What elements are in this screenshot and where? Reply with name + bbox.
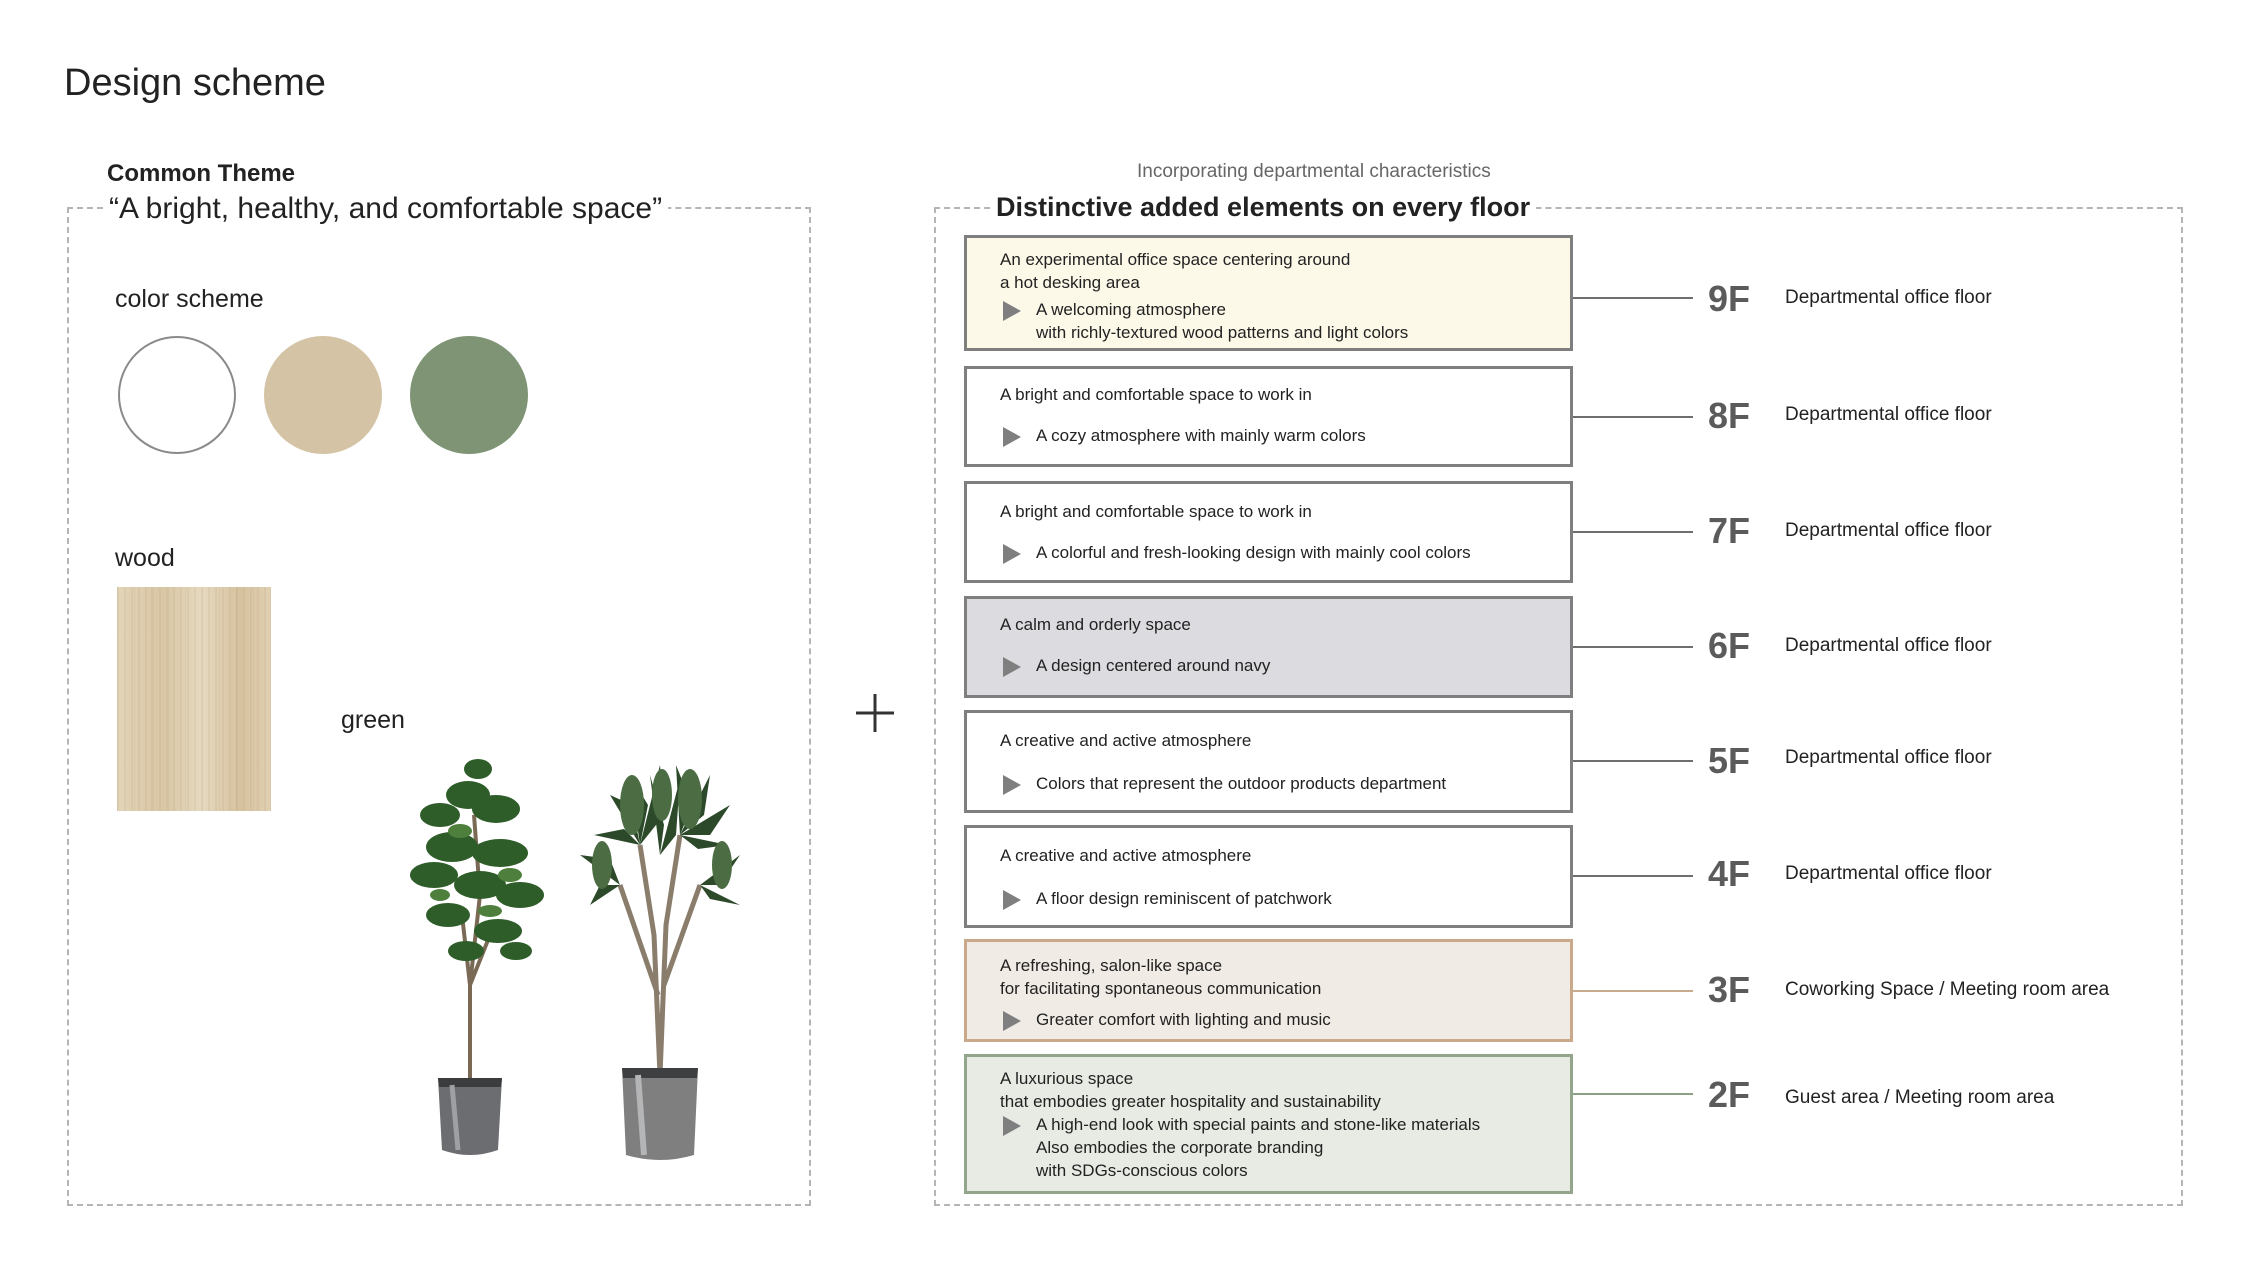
floor-desc-line: A luxurious space [1000, 1069, 1134, 1088]
wood-label: wood [115, 544, 175, 572]
floor-number-6f: 6F [1708, 625, 1751, 666]
incorporating-caption: Incorporating departmental characteristics [1137, 161, 1491, 182]
floor-detail-line: A cozy atmosphere with mainly warm colors [1036, 426, 1366, 445]
floor-connector-2f [1573, 1093, 1693, 1095]
floor-box-9f [964, 235, 1573, 351]
floor-desc-line: An experimental office space centering around [1000, 250, 1351, 269]
floor-desc-line: a hot desking area [1000, 273, 1140, 292]
floor-name-2f: Guest area / Meeting room area [1785, 1087, 2055, 1108]
floor-connector-5f [1573, 760, 1693, 762]
floor-elements-heading: Distinctive added elements on every floor [990, 192, 1536, 223]
floor-box-8f [964, 366, 1573, 467]
floor-box-6f [964, 596, 1573, 698]
floor-connector-8f [1573, 416, 1693, 418]
floor-number-7f: 7F [1708, 510, 1751, 551]
floor-name-7f: Departmental office floor [1785, 520, 1992, 541]
floor-desc-line: A refreshing, salon-like space [1000, 956, 1223, 975]
floor-box-7f [964, 481, 1573, 583]
floor-connector-7f [1573, 531, 1693, 533]
floor-box-5f [964, 710, 1573, 813]
floor-connector-3f [1573, 990, 1693, 992]
color-scheme-label: color scheme [115, 285, 264, 313]
floor-number-2f: 2F [1708, 1074, 1751, 1115]
floor-desc-line: A creative and active atmosphere [1000, 846, 1252, 865]
triangle-bullet-icon [1003, 775, 1021, 795]
floor-detail-line: with richly-textured wood patterns and light colors [1036, 323, 1409, 342]
triangle-bullet-icon [1003, 657, 1021, 677]
floor-detail-line: A welcoming atmosphere [1036, 300, 1226, 319]
floor-number-8f: 8F [1708, 395, 1751, 436]
floor-number-4f: 4F [1708, 853, 1751, 894]
floor-connector-6f [1573, 646, 1693, 648]
triangle-bullet-icon [1003, 427, 1021, 447]
wood-texture-swatch [117, 587, 271, 811]
floor-detail-line: Greater comfort with lighting and music [1036, 1010, 1331, 1029]
floor-detail-line: A colorful and fresh-looking design with mainly cool colors [1036, 543, 1471, 562]
color-swatch-beige [264, 336, 382, 454]
triangle-bullet-icon [1003, 890, 1021, 910]
triangle-bullet-icon [1003, 544, 1021, 564]
color-swatch-green [410, 336, 528, 454]
common-theme-text: “A bright, healthy, and comfortable space” [103, 192, 668, 226]
floor-box-4f [964, 825, 1573, 928]
floor-name-8f: Departmental office floor [1785, 404, 1992, 425]
floor-number-9f: 9F [1708, 278, 1751, 319]
floor-number-5f: 5F [1708, 740, 1751, 781]
floor-name-4f: Departmental office floor [1785, 863, 1992, 884]
common-theme-label: Common Theme [103, 160, 299, 188]
floor-desc-line: A bright and comfortable space to work in [1000, 385, 1312, 404]
floor-detail-line: A floor design reminiscent of patchwork [1036, 889, 1332, 908]
floor-detail-line: Also embodies the corporate branding [1036, 1138, 1324, 1157]
triangle-bullet-icon [1003, 1116, 1021, 1136]
floor-desc-line: that embodies greater hospitality and sustainability [1000, 1092, 1381, 1111]
floor-name-6f: Departmental office floor [1785, 635, 1992, 656]
floor-detail-line: A design centered around navy [1036, 656, 1271, 675]
floor-desc-line: for facilitating spontaneous communication [1000, 979, 1322, 998]
plus-icon [852, 690, 898, 736]
floor-detail-line: with SDGs-conscious colors [1036, 1161, 1248, 1180]
floor-connector-9f [1573, 297, 1693, 299]
potted-plants-image [370, 735, 770, 1165]
floor-connector-4f [1573, 875, 1693, 877]
triangle-bullet-icon [1003, 1011, 1021, 1031]
floor-number-3f: 3F [1708, 969, 1751, 1010]
floor-name-5f: Departmental office floor [1785, 747, 1992, 768]
floor-name-3f: Coworking Space / Meeting room area [1785, 979, 2110, 1000]
color-swatch-white [118, 336, 236, 454]
triangle-bullet-icon [1003, 301, 1021, 321]
page-title: Design scheme [64, 62, 326, 104]
plant-right-icon [580, 765, 740, 1160]
floor-name-9f: Departmental office floor [1785, 287, 1992, 308]
floor-desc-line: A creative and active atmosphere [1000, 731, 1252, 750]
floor-detail-line: A high-end look with special paints and stone-like materials [1036, 1115, 1481, 1134]
floor-detail-line: Colors that represent the outdoor products department [1036, 774, 1447, 793]
floor-box-2f [964, 1054, 1573, 1194]
plant-left-icon [410, 759, 544, 1155]
floor-desc-line: A calm and orderly space [1000, 615, 1191, 634]
floor-desc-line: A bright and comfortable space to work in [1000, 502, 1312, 521]
floor-box-3f [964, 939, 1573, 1042]
green-label: green [341, 706, 405, 734]
